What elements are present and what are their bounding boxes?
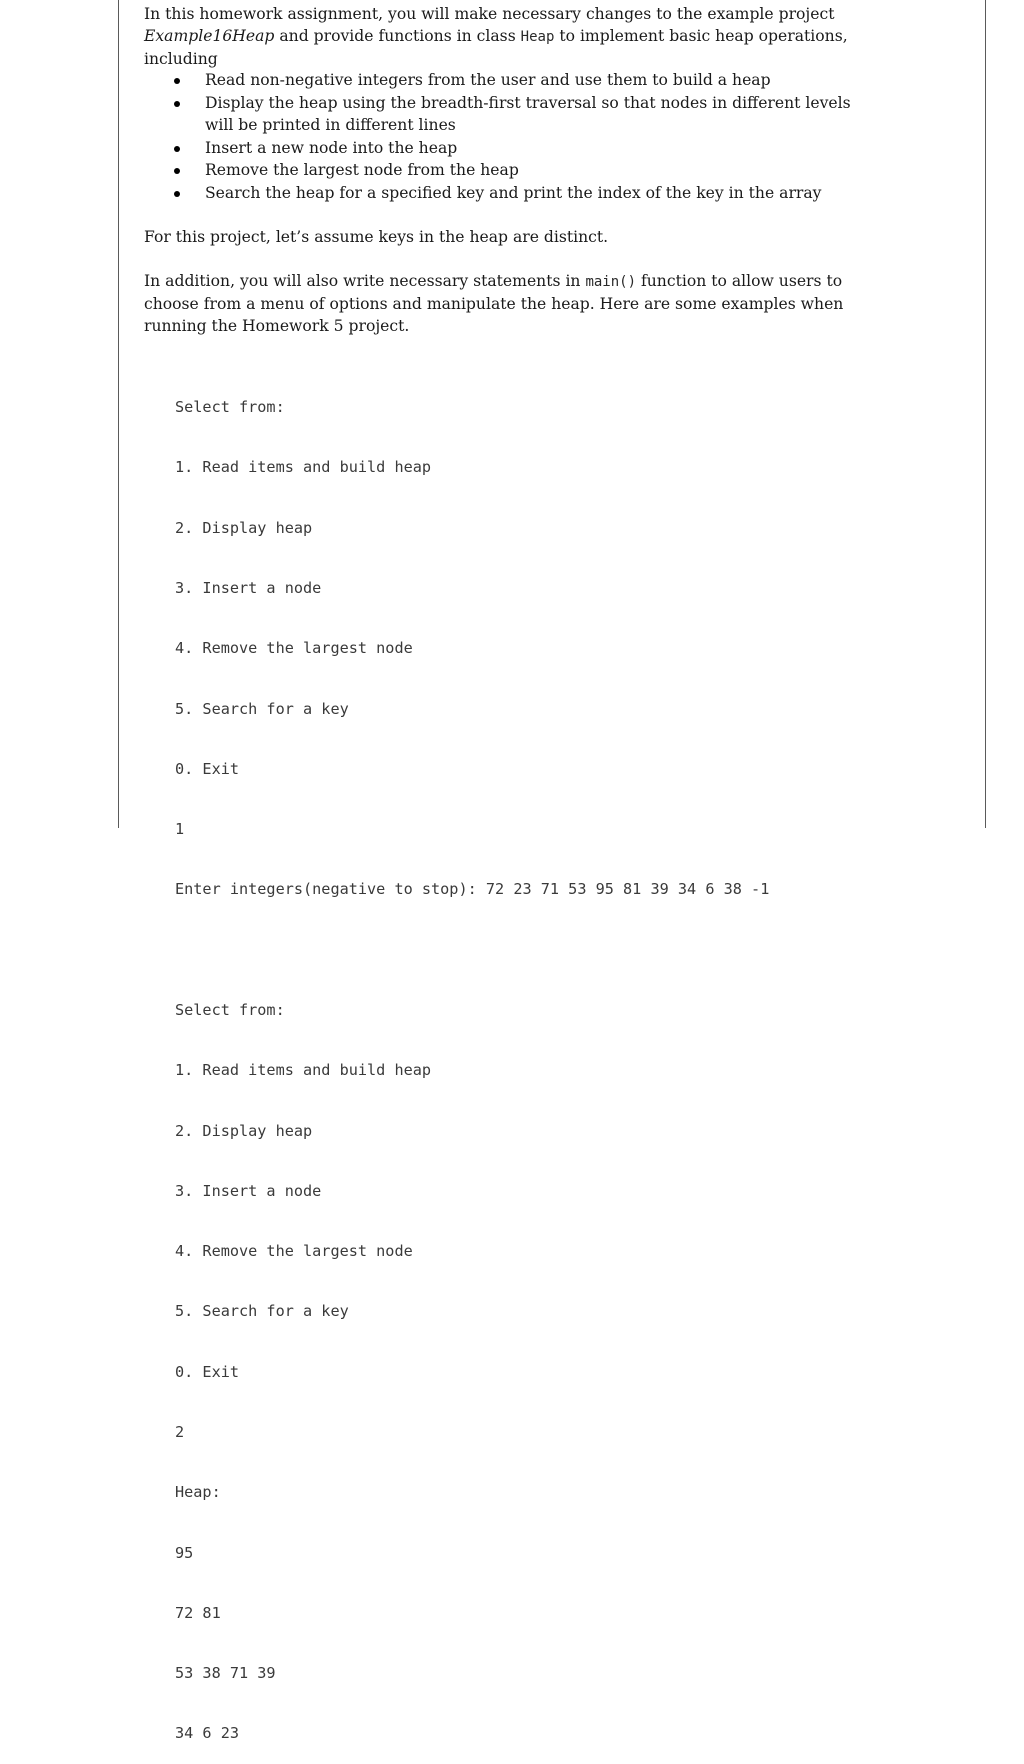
- console-blank-line: [175, 940, 769, 960]
- main-function-code: main(): [585, 274, 637, 290]
- bullet-icon: [174, 101, 180, 107]
- bullet-icon: [174, 146, 180, 152]
- console-line: Enter integers(negative to stop): 72 23 71 53 95 81 39 34 6 38 -1: [175, 880, 770, 899]
- list-item: Remove the largest node from the heap: [144, 159, 864, 182]
- list-item: Insert a new node into the heap: [144, 137, 864, 160]
- intro-text-3: to implement basic heap operations,: [554, 27, 848, 45]
- class-name-code: Heap: [520, 29, 555, 45]
- intro-text-2: and provide functions in class: [274, 27, 521, 45]
- operations-list: [144, 69, 864, 204]
- bullet-icon: [174, 168, 180, 174]
- console-line: 95: [175, 1543, 194, 1562]
- console-line: 0. Exit: [175, 759, 240, 778]
- console-line: 0. Exit: [175, 1362, 240, 1381]
- intro-text-1: In this homework assignment, you will make necessary changes to the example project: [144, 5, 835, 23]
- page-border-left: [118, 0, 119, 828]
- distinct-keys-paragraph: For this project, let’s assume keys in the heap are distinct.: [144, 228, 609, 246]
- list-item: Display the heap using the breadth-first traversal so that nodes in different levels will be printed in different lines: [144, 92, 864, 137]
- bullet-icon: [174, 191, 180, 197]
- console-line: 3. Insert a node: [175, 1181, 322, 1200]
- project-name: Example16Heap: [144, 27, 275, 45]
- console-line: 3. Insert a node: [175, 579, 322, 598]
- console-line: 1. Read items and build heap: [175, 1061, 432, 1080]
- intro-text-4: including: [144, 50, 218, 68]
- console-output: [175, 357, 769, 1764]
- console-line: 4. Remove the largest node: [175, 639, 413, 658]
- console-line: 5. Search for a key: [175, 1302, 349, 1321]
- console-line: Heap:: [175, 1483, 221, 1502]
- console-line: 1: [175, 820, 185, 839]
- console-line: 2. Display heap: [175, 518, 313, 537]
- console-line: 2: [175, 1422, 185, 1441]
- console-line: Select from:: [175, 398, 285, 417]
- console-line: 1. Read items and build heap: [175, 458, 432, 477]
- menu-paragraph: In addition, you will also write necessary statements in main() function to allow users to choose from a menu of options and manipulate the heap. Here are some examples when running the Homework 5 project.: [144, 272, 844, 335]
- bullet-icon: [174, 78, 180, 84]
- console-line: Select from:: [175, 1001, 285, 1019]
- page-border-right: [985, 0, 986, 828]
- list-item: Search the heap for a specified key and print the index of the key in the array: [144, 182, 864, 205]
- console-line: 72 81: [175, 1603, 221, 1622]
- console-line: 53 38 71 39: [175, 1664, 276, 1683]
- console-line: 34 6 23: [175, 1724, 240, 1743]
- console-line: 2. Display heap: [175, 1121, 313, 1140]
- list-item: Read non-negative integers from the user and use them to build a heap: [144, 69, 864, 92]
- console-line: 4. Remove the largest node: [175, 1242, 413, 1261]
- intro-paragraph: [144, 3, 864, 70]
- console-line: 5. Search for a key: [175, 699, 349, 718]
